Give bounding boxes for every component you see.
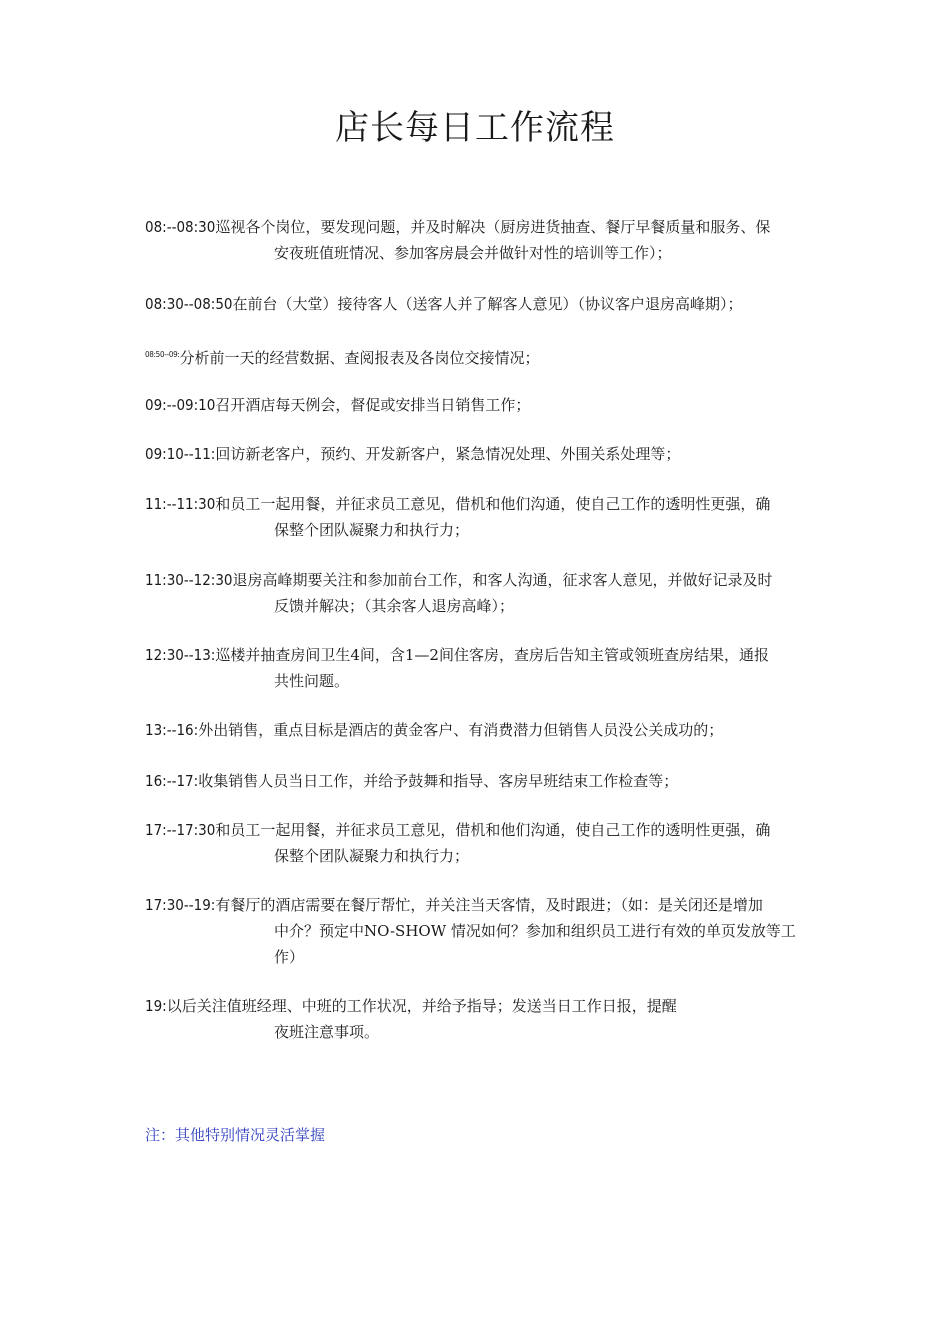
schedule-entry bbox=[145, 491, 817, 543]
entry-time: 19: bbox=[145, 997, 167, 1015]
entry-time: 11:30--12:30 bbox=[145, 571, 233, 589]
entry-time: 12:30--13: bbox=[145, 646, 216, 664]
entry-text: 巡视各个岗位，要发现问题，并及时解决（厨房进货抽查、餐厅早餐质量和服务、保 bbox=[215, 218, 771, 236]
schedule-entry bbox=[145, 993, 817, 1045]
schedule-entry bbox=[145, 441, 817, 467]
entry-time: 13:--16: bbox=[145, 721, 199, 739]
schedule-entry bbox=[145, 291, 817, 317]
entry-text: 召开酒店每天例会，督促或安排当日销售工作； bbox=[215, 396, 531, 414]
entry-text-cont: 反馈并解决；（其余客人退房高峰）； bbox=[274, 597, 515, 615]
entry-text-cont: 保整个团队凝聚力和执行力； bbox=[274, 521, 470, 539]
schedule-entry bbox=[145, 642, 817, 694]
entry-text: 和员工一起用餐，并征求员工意见，借机和他们沟通，使自己工作的透明性更强，确 bbox=[215, 821, 771, 839]
entry-time: 17:--17:30 bbox=[145, 821, 216, 839]
entry-text-cont: 共性问题。 bbox=[274, 672, 350, 690]
page-title: 店长每日工作流程 bbox=[335, 108, 615, 148]
schedule-entry bbox=[145, 717, 817, 743]
entry-time: 08:30--08:50 bbox=[145, 295, 233, 313]
entry-text: 巡楼并抽查房间卫生4间，含1—2间住客房，查房后告知主管或领班查房结果，通报 bbox=[215, 646, 769, 664]
entry-time: 17:30--19: bbox=[145, 896, 216, 914]
schedule-entry bbox=[145, 214, 817, 266]
entry-text: 以后关注值班经理、中班的工作状况，并给予指导；发送当日工作日报，提醒 bbox=[166, 997, 677, 1015]
entry-text-cont: 保整个团队凝聚力和执行力； bbox=[274, 847, 470, 865]
entry-text: 有餐厅的酒店需要在餐厅帮忙，并关注当天客情，及时跟进；（如：是关闭还是增加 bbox=[215, 896, 763, 914]
entry-text-cont: 作） bbox=[274, 948, 305, 966]
entry-time: 16:--17: bbox=[145, 772, 199, 790]
entry-text: 回访新老客户，预约、开发新客户，紧急情况处理、外围关系处理等； bbox=[215, 445, 681, 463]
schedule-entry bbox=[145, 817, 817, 869]
entry-text: 分析前一天的经营数据、查阅报表及各岗位交接情况； bbox=[179, 349, 540, 367]
entry-text: 收集销售人员当日工作，并给予鼓舞和指导、客房早班结束工作检查等； bbox=[198, 772, 679, 790]
schedule-entry bbox=[145, 567, 817, 619]
schedule-entry bbox=[145, 392, 817, 418]
entry-text: 退房高峰期要关注和参加前台工作，和客人沟通，征求客人意见，并做好记录及时 bbox=[232, 571, 773, 589]
schedule-entry bbox=[145, 342, 817, 371]
entry-time: 08:--08:30 bbox=[145, 218, 216, 236]
schedule-entry bbox=[145, 768, 817, 794]
entry-text-cont: 夜班注意事项。 bbox=[274, 1023, 380, 1041]
entry-text: 在前台（大堂）接待客人（送客人并了解客人意见）（协议客户退房高峰期）； bbox=[232, 295, 743, 313]
entry-text: 外出销售，重点目标是酒店的黄金客户、有消费潜力但销售人员没公关成功的； bbox=[198, 721, 724, 739]
entry-time: 09:--09:10 bbox=[145, 396, 216, 414]
entry-time: 09:10--11: bbox=[145, 445, 216, 463]
schedule-entry bbox=[145, 892, 817, 970]
entry-text-cont: 安夜班值班情况、参加客房晨会并做针对性的培训等工作）； bbox=[274, 244, 672, 262]
entry-text: 和员工一起用餐，并征求员工意见，借机和他们沟通，使自己工作的透明性更强，确 bbox=[215, 495, 771, 513]
entry-time: 11:--11:30 bbox=[145, 495, 216, 513]
entry-text-cont: 中介？预定中NO-SHOW 情况如何？参加和组织员工进行有效的单页发放等工 bbox=[274, 922, 796, 940]
entry-time: 08:50--09: bbox=[145, 350, 180, 359]
footnote: 注：其他特别情况灵活掌握 bbox=[145, 1126, 326, 1144]
